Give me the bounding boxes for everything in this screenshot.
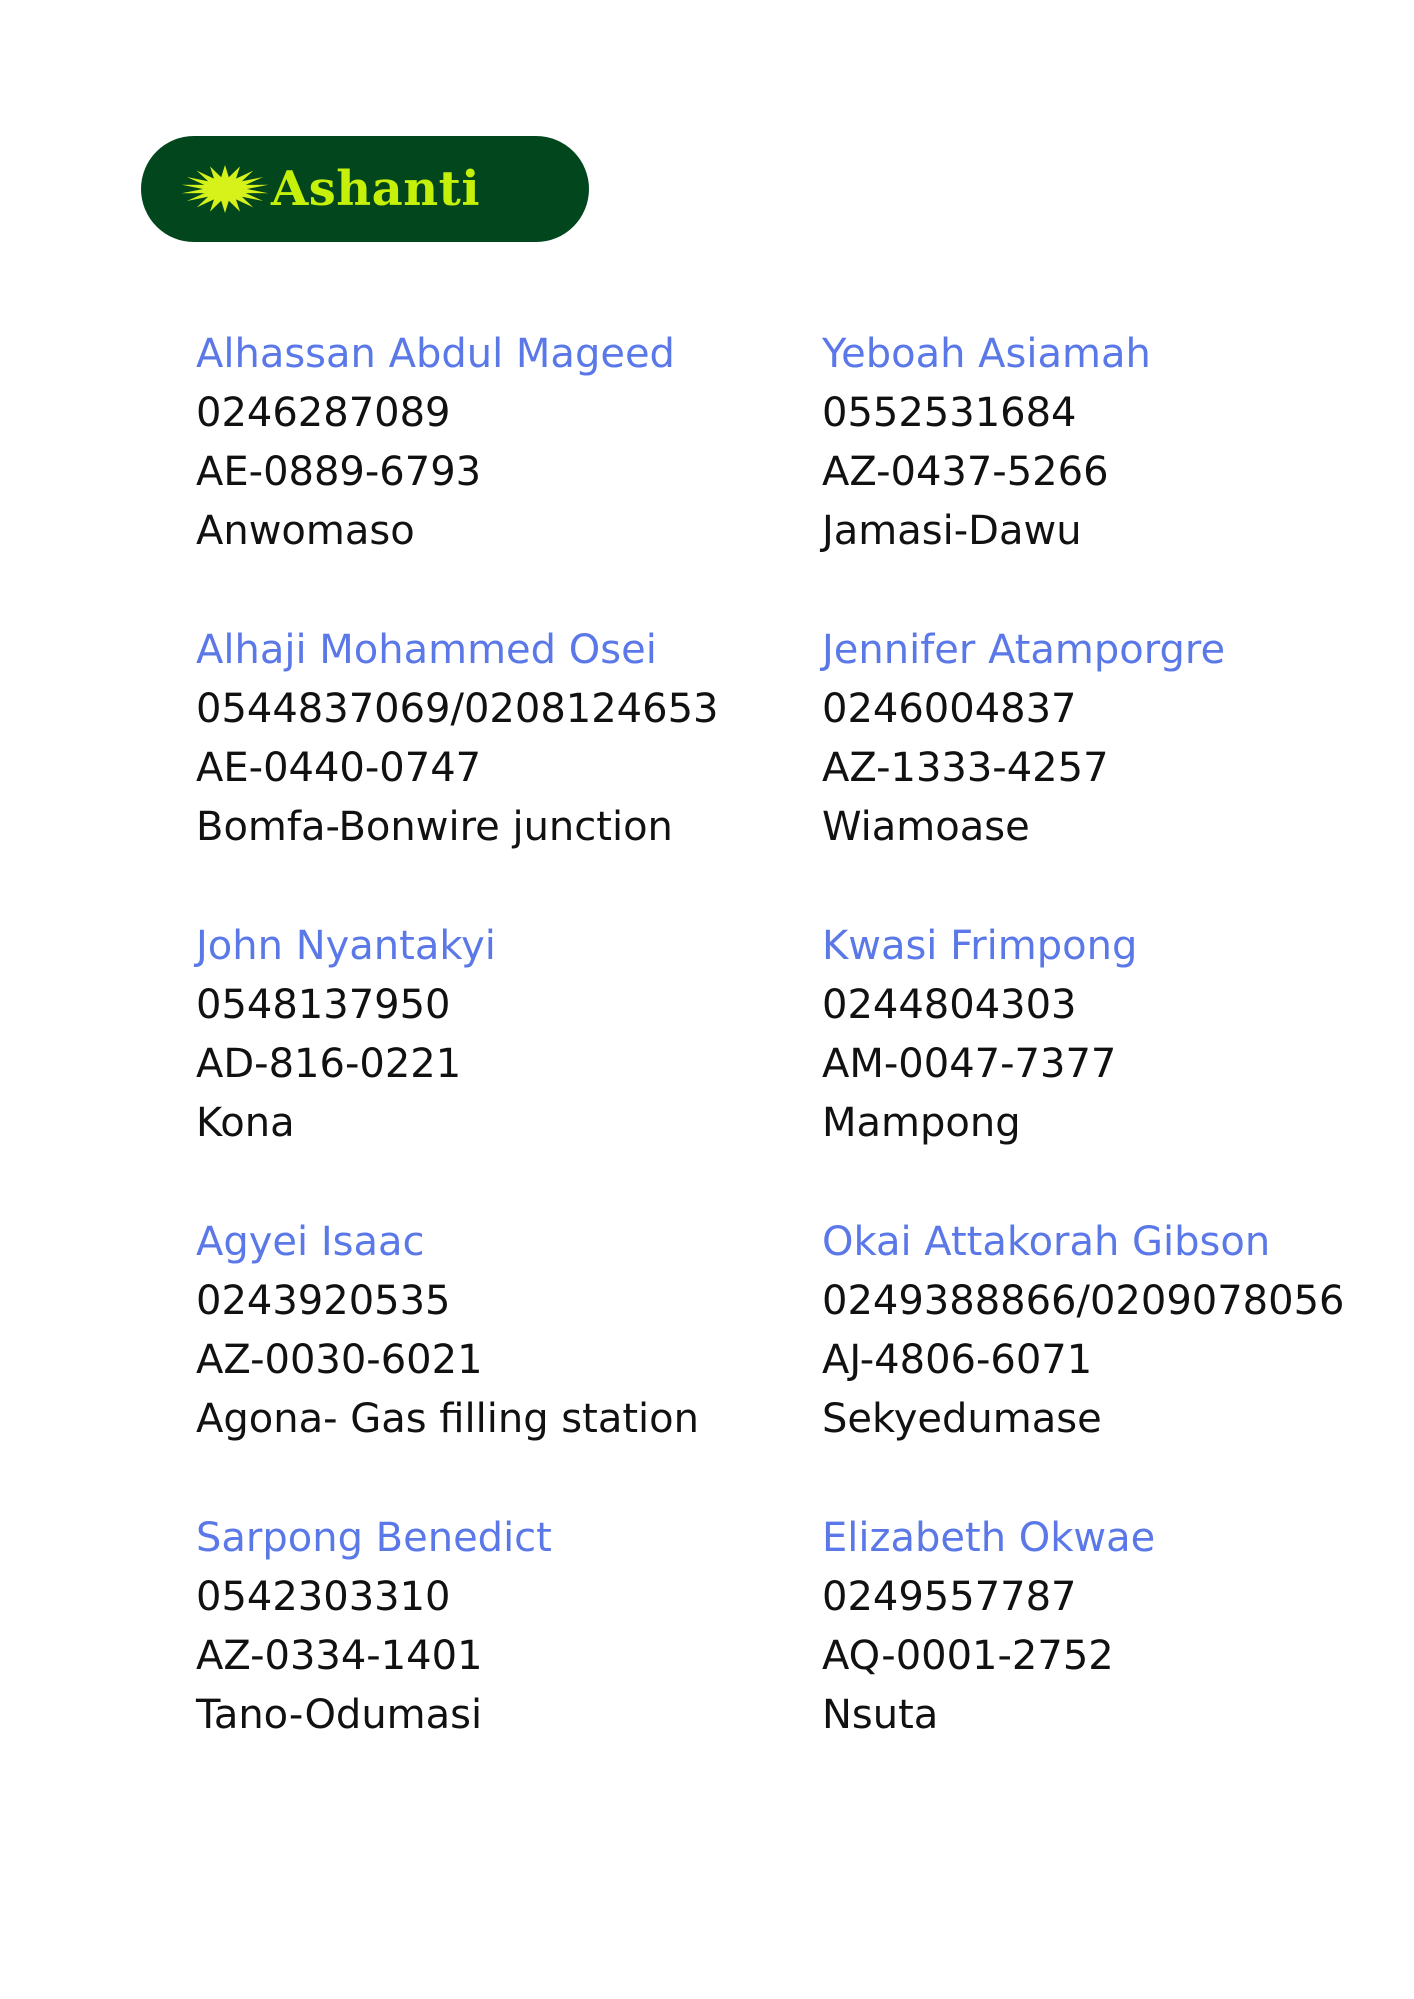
contact-address-code: AQ-0001-2752 [822, 1633, 1114, 1679]
region-badge [141, 136, 589, 242]
contact-entry [822, 1213, 1396, 1509]
contact-phone: 0249388866/0209078056 [822, 1278, 1345, 1324]
contact-location: Nsuta [822, 1692, 939, 1738]
contact-name: Yeboah Asiamah [822, 331, 1151, 377]
contact-phone: 0244804303 [822, 982, 1077, 1028]
region-title: Ashanti [271, 161, 481, 217]
contact-entry [822, 325, 1396, 621]
contact-name: Alhaji Mohammed Osei [196, 627, 657, 673]
contact-entry [196, 1213, 822, 1509]
contact-location: Wiamoase [822, 804, 1030, 850]
contact-location: Jamasi-Dawu [822, 508, 1082, 554]
contact-phone: 0246287089 [196, 390, 451, 436]
contact-location: Anwomaso [196, 508, 415, 554]
contact-list [196, 325, 1396, 1805]
contact-phone: 0552531684 [822, 390, 1077, 436]
contact-address-code: AJ-4806-6071 [822, 1337, 1093, 1383]
contact-address-code: AZ-0030-6021 [196, 1337, 483, 1383]
contact-address-code: AZ-1333-4257 [822, 745, 1109, 791]
contact-phone: 0246004837 [822, 686, 1077, 732]
contact-name: Elizabeth Okwae [822, 1515, 1156, 1561]
contact-location: Tano-Odumasi [196, 1692, 483, 1738]
contact-entry [822, 1509, 1396, 1805]
contact-entry [196, 621, 822, 917]
contact-name: Kwasi Frimpong [822, 923, 1138, 969]
contact-phone: 0548137950 [196, 982, 451, 1028]
contact-entry [196, 1509, 822, 1805]
contact-entry [822, 621, 1396, 917]
contact-address-code: AZ-0437-5266 [822, 449, 1109, 495]
contact-address-code: AE-0889-6793 [196, 449, 482, 495]
contact-entry [196, 325, 822, 621]
contact-location: Kona [196, 1100, 295, 1146]
contact-name: John Nyantakyi [196, 923, 496, 969]
contact-location: Bomfa-Bonwire junction [196, 804, 673, 850]
contact-address-code: AD-816-0221 [196, 1041, 462, 1087]
contact-entry [822, 917, 1396, 1213]
contact-phone: 0542303310 [196, 1574, 451, 1620]
contact-entry [196, 917, 822, 1213]
contact-address-code: AE-0440-0747 [196, 745, 482, 791]
contact-phone: 0243920535 [196, 1278, 451, 1324]
contact-name: Alhassan Abdul Mageed [196, 331, 675, 377]
contact-name: Okai Attakorah Gibson [822, 1219, 1271, 1265]
contact-address-code: AM-0047-7377 [822, 1041, 1117, 1087]
contact-address-code: AZ-0334-1401 [196, 1633, 483, 1679]
contact-location: Mampong [822, 1100, 1021, 1146]
contact-name: Jennifer Atamporgre [822, 627, 1226, 673]
contact-name: Agyei Isaac [196, 1219, 425, 1265]
contact-location: Sekyedumase [822, 1396, 1102, 1442]
contact-location: Agona- Gas filling station [196, 1396, 699, 1442]
starburst-icon [179, 162, 271, 216]
contact-phone: 0249557787 [822, 1574, 1077, 1620]
contact-name: Sarpong Benedict [196, 1515, 552, 1561]
contact-phone: 0544837069/0208124653 [196, 686, 719, 732]
